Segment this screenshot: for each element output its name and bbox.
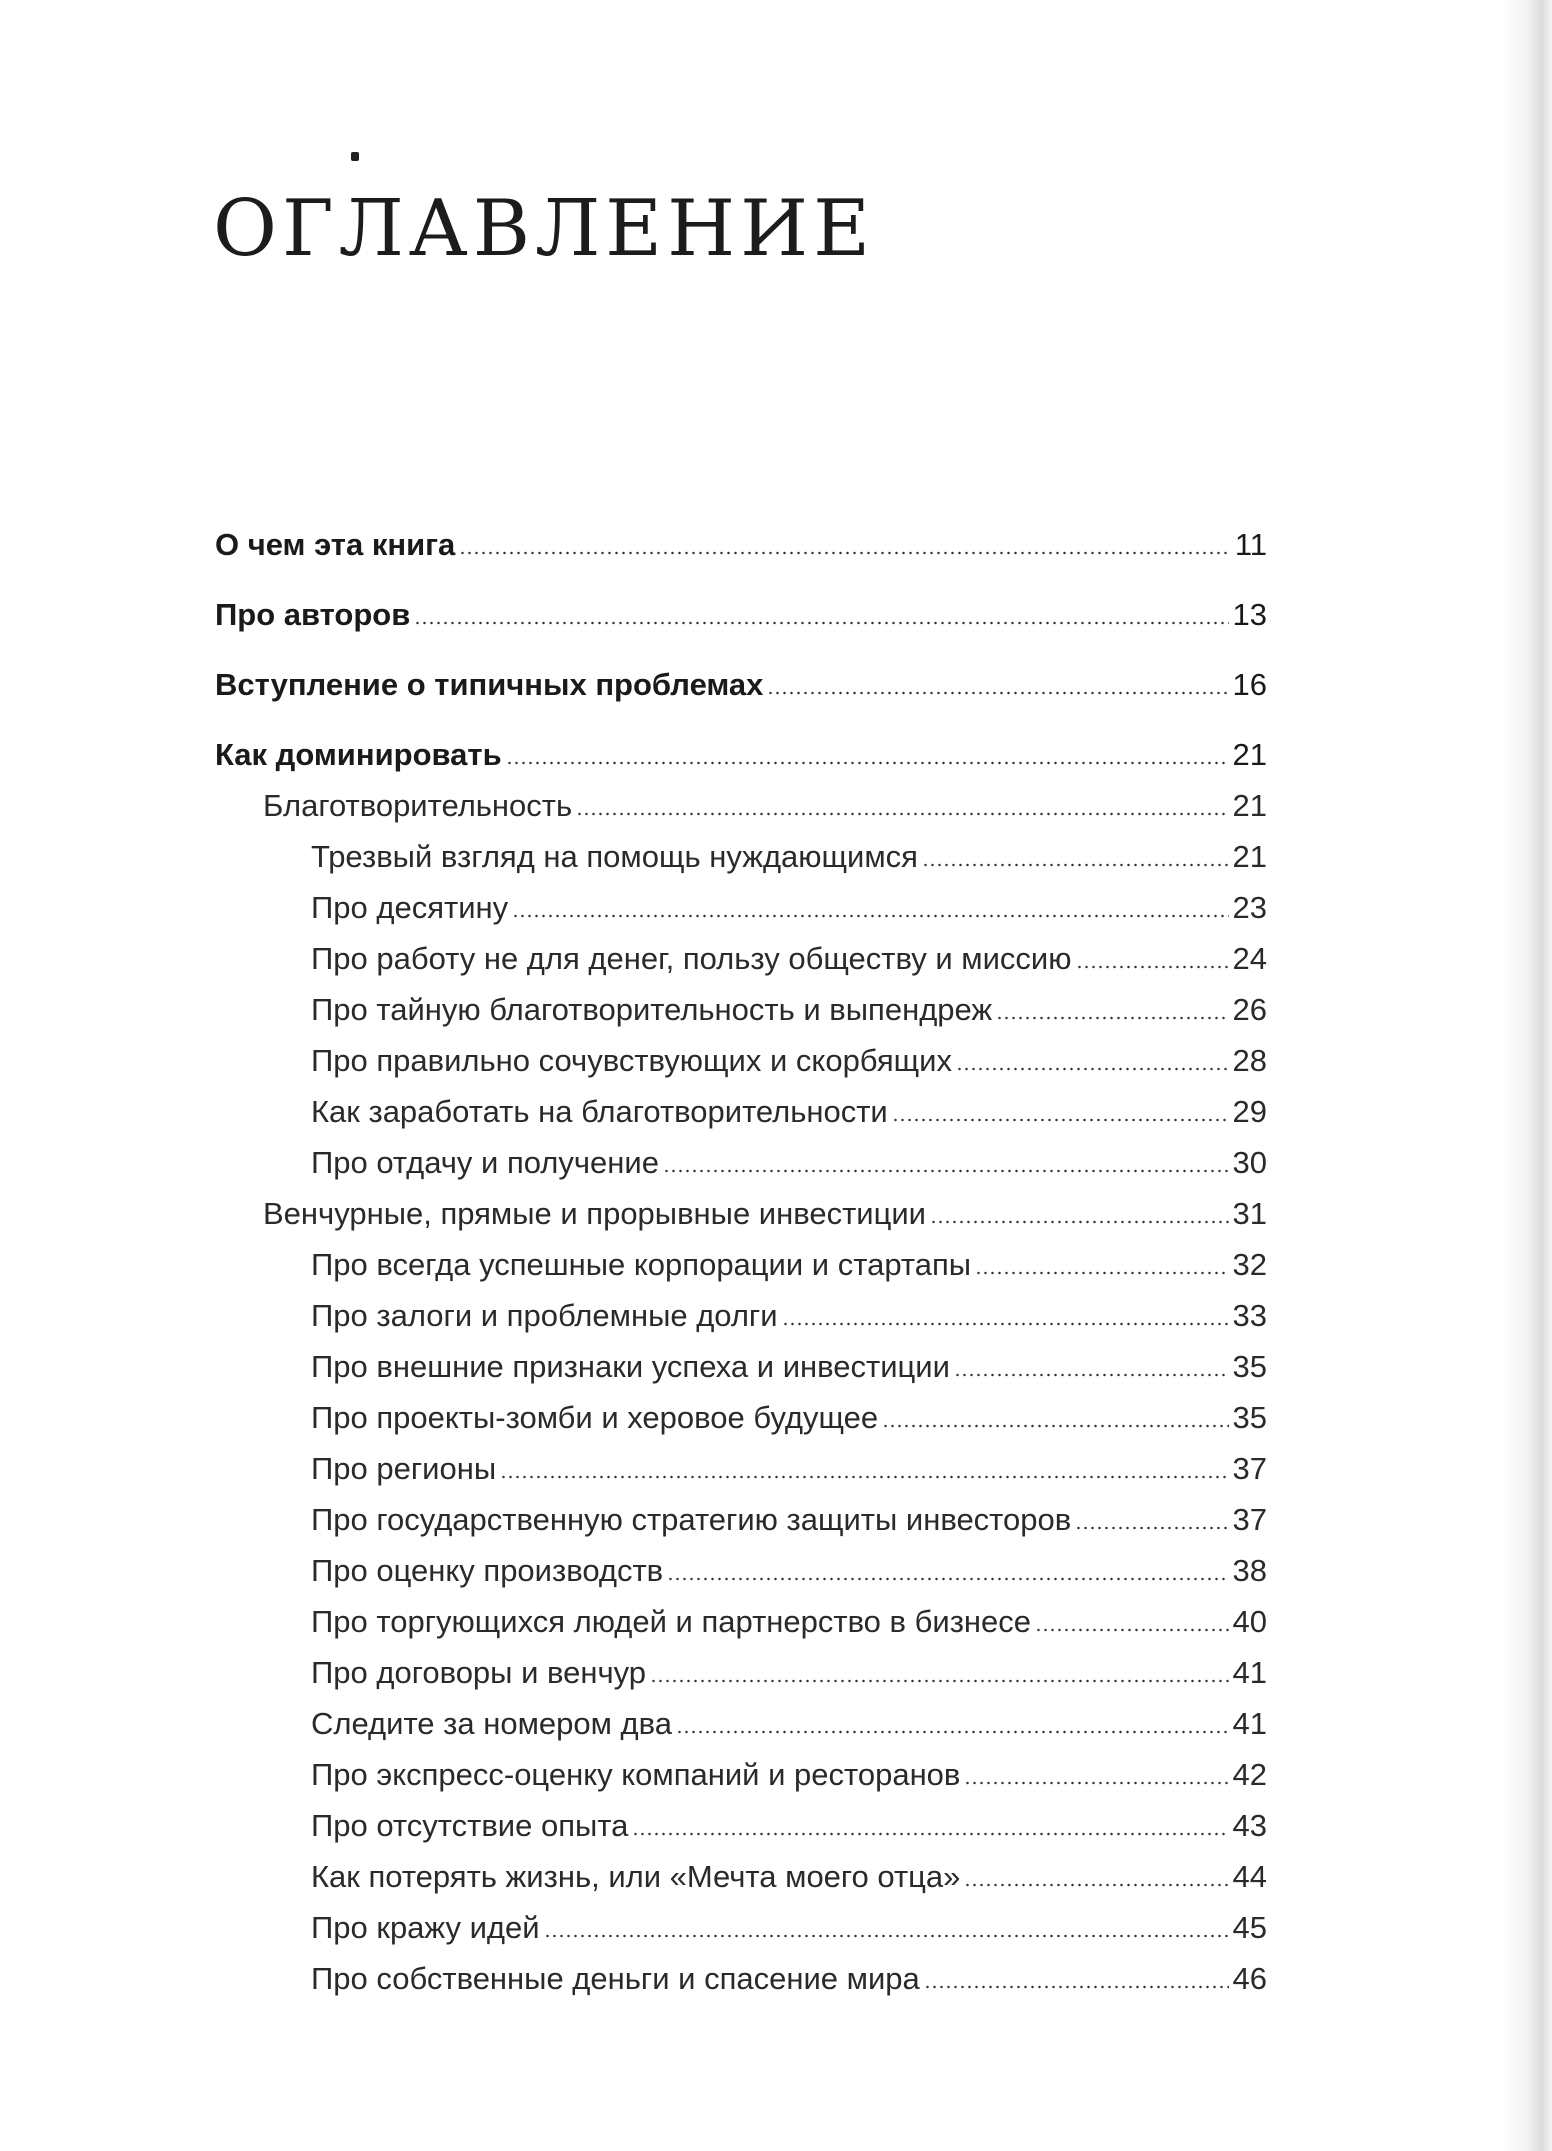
- toc-entry-label: Про договоры и венчур: [311, 1655, 647, 1690]
- toc-entry-page: 26: [1232, 992, 1267, 1027]
- dot-leader: [544, 1934, 1229, 1938]
- toc-entry-page: 35: [1232, 1400, 1267, 1435]
- toc-entry-label: Про собственные деньги и спасение мира: [311, 1961, 920, 1996]
- dot-leader: [964, 1781, 1228, 1785]
- toc-entry[interactable]: [215, 1196, 1267, 1247]
- toc-entry[interactable]: [215, 1604, 1267, 1655]
- page-title: ОГЛАВЛЕНИЕ: [213, 184, 876, 274]
- dot-leader: [459, 551, 1231, 555]
- toc-entry[interactable]: [215, 1145, 1267, 1196]
- toc-entry-label: Про экспресс-оценку компаний и ресторанов: [311, 1757, 961, 1792]
- toc-entry-page: 46: [1232, 1961, 1267, 1996]
- dot-leader: [1075, 1526, 1228, 1530]
- toc-entry-label: Благотворительность: [263, 788, 573, 823]
- toc-entry-page: 41: [1232, 1655, 1267, 1690]
- toc-entry-label: Про тайную благотворительность и выпендреж: [311, 992, 993, 1027]
- toc-entry-label: Вступление о типичных проблемах: [215, 667, 764, 702]
- toc-entry-label: Про проекты-зомби и херовое будущее: [311, 1400, 879, 1435]
- dot-leader: [1076, 965, 1229, 969]
- toc-entry-page: 45: [1232, 1910, 1267, 1945]
- table-of-contents: [215, 527, 1267, 2012]
- toc-entry-page: 32: [1232, 1247, 1267, 1282]
- toc-entry[interactable]: [215, 1961, 1267, 2012]
- toc-entry-page: 42: [1232, 1757, 1267, 1792]
- dot-leader: [506, 761, 1229, 765]
- toc-entry[interactable]: [215, 788, 1267, 839]
- toc-entry[interactable]: [215, 839, 1267, 890]
- toc-entry[interactable]: [215, 1298, 1267, 1349]
- dot-leader: [676, 1730, 1229, 1734]
- dot-leader: [576, 812, 1228, 816]
- toc-entry[interactable]: [215, 1655, 1267, 1706]
- toc-entry-label: Про государственную стратегию защиты инвесторов: [311, 1502, 1072, 1537]
- toc-entry-label: Про залоги и проблемные долги: [311, 1298, 778, 1333]
- dot-leader: [1035, 1628, 1229, 1632]
- dot-leader: [414, 621, 1228, 625]
- toc-entry-page: 24: [1232, 941, 1267, 976]
- toc-entry-label: Про авторов: [215, 597, 411, 632]
- dot-leader: [930, 1220, 1229, 1224]
- dot-leader: [954, 1373, 1229, 1377]
- toc-entry-label: Следите за номером два: [311, 1706, 672, 1741]
- dot-leader: [650, 1679, 1228, 1683]
- toc-entry[interactable]: [215, 1706, 1267, 1757]
- toc-entry-label: О чем эта книга: [215, 527, 456, 562]
- toc-entry[interactable]: [215, 1247, 1267, 1298]
- dot-leader: [663, 1169, 1229, 1173]
- dot-leader: [956, 1067, 1229, 1071]
- toc-entry-page: 41: [1232, 1706, 1267, 1741]
- toc-entry-page: 44: [1232, 1859, 1267, 1894]
- dot-leader: [512, 914, 1228, 918]
- dot-leader: [922, 863, 1229, 867]
- toc-entry-page: 30: [1232, 1145, 1267, 1180]
- toc-entry-label: Про внешние признаки успеха и инвестиции: [311, 1349, 950, 1384]
- toc-entry-page: 29: [1232, 1094, 1267, 1129]
- toc-entry[interactable]: [215, 1910, 1267, 1961]
- toc-entry[interactable]: [215, 941, 1267, 992]
- dot-leader: [996, 1016, 1228, 1020]
- toc-entry[interactable]: [215, 1553, 1267, 1604]
- toc-entry-label: Про отсутствие опыта: [311, 1808, 629, 1843]
- toc-entry-label: Как заработать на благотворительности: [311, 1094, 888, 1129]
- page-edge-shadow: [1502, 0, 1552, 2151]
- toc-entry[interactable]: [215, 1400, 1267, 1451]
- toc-entry-page: 23: [1232, 890, 1267, 925]
- toc-entry[interactable]: [215, 737, 1267, 788]
- toc-entry-label: Как потерять жизнь, или «Мечта моего отца»: [311, 1859, 961, 1894]
- toc-entry[interactable]: [215, 597, 1267, 648]
- toc-entry-page: 28: [1232, 1043, 1267, 1078]
- ink-dot: [351, 152, 359, 161]
- toc-entry-page: 16: [1232, 667, 1267, 702]
- toc-entry[interactable]: [215, 1757, 1267, 1808]
- toc-entry-label: Про кражу идей: [311, 1910, 540, 1945]
- toc-entry-page: 33: [1232, 1298, 1267, 1333]
- toc-entry-label: Про торгующихся людей и партнерство в бизнесе: [311, 1604, 1032, 1639]
- toc-entry-label: Трезвый взгляд на помощь нуждающимся: [311, 839, 918, 874]
- toc-entry[interactable]: [215, 1808, 1267, 1859]
- toc-entry[interactable]: [215, 527, 1267, 578]
- toc-entry[interactable]: [215, 1349, 1267, 1400]
- toc-entry-page: 38: [1232, 1553, 1267, 1588]
- toc-entry-page: 21: [1232, 737, 1267, 772]
- toc-entry[interactable]: [215, 667, 1267, 718]
- dot-leader: [882, 1424, 1228, 1428]
- toc-entry-page: 43: [1232, 1808, 1267, 1843]
- toc-entry-label: Про регионы: [311, 1451, 497, 1486]
- toc-entry-label: Про оценку производств: [311, 1553, 664, 1588]
- toc-entry-label: Как доминировать: [215, 737, 502, 772]
- dot-leader: [975, 1271, 1228, 1275]
- toc-entry[interactable]: [215, 1502, 1267, 1553]
- toc-entry-label: Про правильно сочувствующих и скорбящих: [311, 1043, 952, 1078]
- toc-entry-page: 13: [1232, 597, 1267, 632]
- dot-leader: [632, 1832, 1228, 1836]
- toc-entry-page: 21: [1232, 788, 1267, 823]
- toc-entry-page: 21: [1232, 839, 1267, 874]
- toc-entry-label: Венчурные, прямые и прорывные инвестиции: [263, 1196, 927, 1231]
- dot-leader: [667, 1577, 1228, 1581]
- toc-entry[interactable]: [215, 1094, 1267, 1145]
- toc-entry[interactable]: [215, 992, 1267, 1043]
- dot-leader: [500, 1475, 1228, 1479]
- toc-entry-page: 37: [1232, 1502, 1267, 1537]
- toc-entry-page: 11: [1234, 527, 1267, 562]
- toc-entry-label: Про десятину: [311, 890, 509, 925]
- toc-entry-page: 31: [1232, 1196, 1267, 1231]
- toc-entry-page: 40: [1232, 1604, 1267, 1639]
- dot-leader: [782, 1322, 1229, 1326]
- dot-leader: [892, 1118, 1229, 1122]
- toc-entry[interactable]: [215, 1859, 1267, 1910]
- dot-leader: [924, 1985, 1229, 1989]
- toc-entry[interactable]: [215, 1043, 1267, 1094]
- toc-entry[interactable]: [215, 1451, 1267, 1502]
- toc-entry[interactable]: [215, 890, 1267, 941]
- toc-entry-page: 35: [1232, 1349, 1267, 1384]
- dot-leader: [964, 1883, 1228, 1887]
- toc-entry-page: 37: [1232, 1451, 1267, 1486]
- dot-leader: [767, 691, 1228, 695]
- toc-entry-label: Про работу не для денег, пользу обществу и миссию: [311, 941, 1072, 976]
- toc-entry-label: Про отдачу и получение: [311, 1145, 659, 1180]
- toc-entry-label: Про всегда успешные корпорации и стартапы: [311, 1247, 972, 1282]
